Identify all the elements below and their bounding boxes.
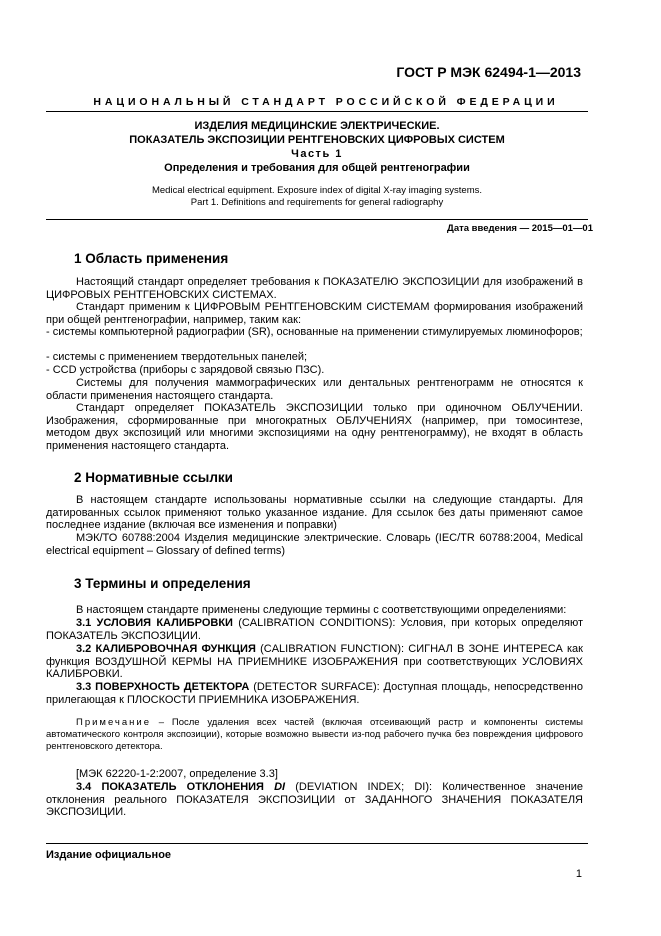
section-1-list-item-1: - системы компьютерной радиографии (SR), основанные на применении стимулируемых люминофоров; — [46, 326, 583, 338]
term-3-2-definition: (CALIBRATION FUNCTION): СИГНАЛ В ЗОНЕ ИНТЕРЕСА как функция ВОЗДУШНОЙ КЕРМЫ НА ПРИЕМНИКЕ ИЗОБРАЖЕНИЯ при соответствующих УСЛОВИЯХ КАЛИБРОВКИ. — [46, 643, 583, 680]
term-3-1 — [46, 617, 583, 642]
section-3-heading: 3 Термины и определения — [74, 576, 251, 591]
title-subtitle: Определения и требования для общей рентгенографии — [164, 162, 470, 174]
header-rule — [46, 111, 588, 112]
section-1-paragraph-1: Настоящий стандарт определяет требования к ПОКАЗАТЕЛЮ ЭКСПОЗИЦИИ для изображений в ЦИФРОВЫХ РЕНТГЕНОВСКИХ СИСТЕМАХ. — [46, 276, 583, 301]
term-3-4-name: ПОКАЗАТЕЛЬ ОТКЛОНЕНИЯ — [101, 781, 264, 793]
date-rule — [46, 219, 588, 220]
effective-date: Дата введения — 2015—01—01 — [447, 223, 593, 234]
term-3-3-name: ПОВЕРХНОСТЬ ДЕТЕКТОРА — [95, 681, 250, 693]
section-1-list-item-2: - системы с применением твердотельных панелей; — [46, 351, 308, 363]
title-line-1: ИЗДЕЛИЯ МЕДИЦИНСКИЕ ЭЛЕКТРИЧЕСКИЕ. — [194, 120, 440, 132]
english-title-line-2: Part 1. Definitions and requirements for general radiography — [190, 197, 444, 208]
note-label: Примечание — [76, 717, 151, 728]
term-3-1-number: 3.1 — [76, 617, 92, 629]
section-2-paragraph-1: В настоящем стандарте использованы нормативные ссылки на следующие стандарты. Для датированных ссылок применяют только указанное издание. Для ссылок без даты применяют самое последнее издание (включая все изменения и поправки) — [46, 494, 583, 531]
term-3-3-definition: (DETECTOR SURFACE): Доступная площадь, непосредственно прилегающая к ПЛОСКОСТИ ПРИЕМНИКА ИЗОБРАЖЕНИЯ. — [46, 681, 583, 706]
section-1-paragraph-4: Стандарт определяет ПОКАЗАТЕЛЬ ЭКСПОЗИЦИИ только при одиночном ОБЛУЧЕНИИ. Изображения, сформированные при многократных ОБЛУЧЕНИЯХ (например, при томосинтезе, методом двух экспозиций или многими экспозициями на одну рентгенограмму), не входят в область применения настоящего стандарта. — [46, 402, 583, 452]
term-3-4 — [46, 781, 583, 819]
standard-designation: ГОСТ Р МЭК 62494-1—2013 — [396, 64, 581, 80]
national-standard-banner: НАЦИОНАЛЬНЫЙ СТАНДАРТ РОССИЙСКОЙ ФЕДЕРАЦИИ — [93, 96, 559, 108]
term-3-3-number: 3.3 — [76, 681, 92, 693]
term-3-1-name: УСЛОВИЯ КАЛИБРОВКИ — [96, 617, 233, 629]
section-2-heading: 2 Нормативные ссылки — [74, 470, 233, 485]
note-text: – После удаления всех частей (включая отсеивающий растр и компоненты системы автоматического контроля экспозиции), которые возможно вывести из-под рабочего пучка без повреждения цифрового рентгеновского детектора. — [46, 717, 583, 752]
term-3-4-number: 3.4 — [76, 781, 92, 793]
title-part: Часть 1 — [291, 148, 343, 160]
term-3-4-definition: (DEVIATION INDEX; DI): Количественное значение отклонения реального ПОКАЗАТЕЛЯ ЭКСПОЗИЦИИ от ЗАДАННОГО ЗНАЧЕНИЯ ПОКАЗАТЕЛЯ ЭКСПОЗИЦИИ. — [46, 781, 583, 818]
section-1-paragraph-3: Системы для получения маммографических или дентальных рентгенограмм не относятся к области применения настоящего стандарта. — [46, 377, 583, 402]
term-3-2-number: 3.2 — [76, 643, 92, 655]
note-3-3 — [46, 717, 583, 753]
section-1-paragraph-2: Стандарт применим к ЦИФРОВЫМ РЕНТГЕНОВСКИМ СИСТЕМАМ формирования изображений при общей рентгенографии, например, таким как: — [46, 301, 583, 326]
term-3-3 — [46, 681, 583, 706]
term-3-1-definition: (CALIBRATION CONDITIONS): Условия, при которых определяют ПОКАЗАТЕЛЬ ЭКСПОЗИЦИИ. — [46, 617, 584, 642]
section-1-list-item-3: - CCD устройства (приборы с зарядовой связью ПЗС). — [46, 364, 325, 376]
section-3-intro: В настоящем стандарте применены следующие термины с соответствующими определениями: — [76, 604, 567, 616]
footer-rule — [46, 843, 588, 844]
term-3-4-abbreviation: DI — [274, 781, 286, 793]
section-1-heading: 1 Область применения — [74, 251, 229, 266]
term-3-3-source-reference: [МЭК 62220-1-2:2007, определение 3.3] — [76, 768, 278, 780]
english-title-line-1: Medical electrical equipment. Exposure index of digital X-ray imaging systems. — [151, 185, 482, 196]
title-line-2: ПОКАЗАТЕЛЬ ЭКСПОЗИЦИИ РЕНТГЕНОВСКИХ ЦИФРОВЫХ СИСТЕМ — [129, 134, 505, 146]
term-3-2 — [46, 643, 583, 681]
term-3-2-name: КАЛИБРОВОЧНАЯ ФУНКЦИЯ — [95, 643, 256, 655]
edition-label: Издание официальное — [46, 849, 172, 861]
page-number: 1 — [575, 868, 582, 880]
section-2-reference: МЭК/ТО 60788:2004 Изделия медицинские электрические. Словарь (IEC/TR 60788:2004, Medical electrical equipment – Glossary of defined terms) — [46, 532, 583, 557]
